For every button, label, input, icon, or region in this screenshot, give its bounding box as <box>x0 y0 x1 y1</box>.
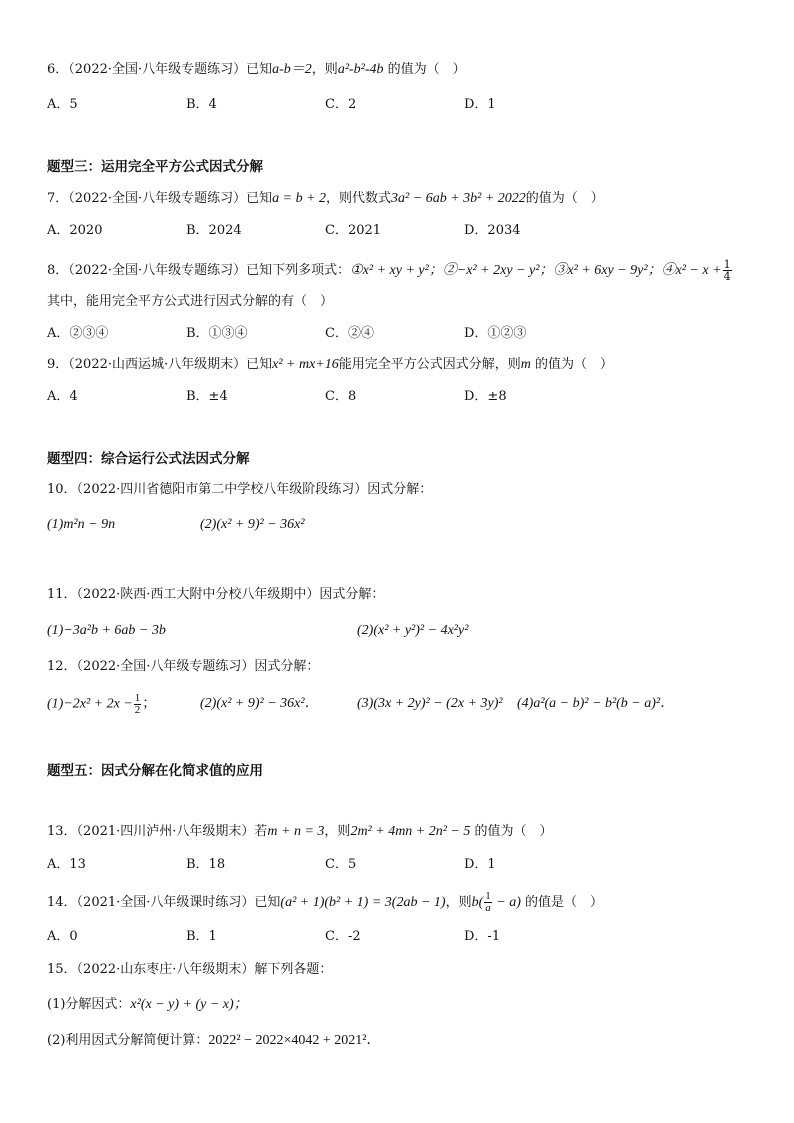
choice-d: D．①②③ <box>464 326 527 341</box>
choice-b: B．±4 <box>186 389 228 404</box>
punctuation: ； <box>142 696 157 712</box>
math-expression: ；④x² − x + <box>647 263 722 278</box>
math-expression: ；②−x² + 2xy − y² <box>428 263 540 278</box>
math-expression: a-b＝2 <box>272 62 312 77</box>
math-expression: ①x² + xy + y² <box>350 263 429 278</box>
question-text: 13．（2021·四川泸州·八年级期末）若 <box>47 824 268 839</box>
question-text: 的值为（ ） <box>383 62 466 77</box>
numerator: 1 <box>723 258 731 271</box>
math-variable: m <box>520 357 531 372</box>
sub-question-1: (1)m²n − 9n <box>47 517 116 532</box>
question-8-stem <box>47 259 733 282</box>
section-heading: 题型三：运用完全平方公式因式分解 <box>47 159 263 175</box>
math-expression: 2022² − 2022×4042 + 2021²． <box>208 1033 381 1048</box>
sub-question-1: (1)−3a²b + 6ab − 3b <box>47 623 166 638</box>
question-text: 能用完全平方公式因式分解，则 <box>338 357 521 372</box>
math-expression: x² + mx+16 <box>272 357 339 372</box>
sub-question-1 <box>47 693 156 716</box>
choice-c: C．2021 <box>325 223 382 238</box>
math-expression: ；③x² + 6xy − 9y² <box>539 263 648 278</box>
choice-c: C．8 <box>325 389 357 404</box>
section-heading: 题型四：综合运行公式法因式分解 <box>47 451 250 467</box>
question-11-stem: 11．（2022·陕西·西工大附中分校八年级期中）因式分解： <box>47 587 385 602</box>
math-expression: x²(x − y) + (y − x)； <box>130 997 248 1012</box>
question-8-line2: 其中，能用完全平方公式进行因式分解的有（ ） <box>47 294 334 309</box>
question-12-stem: 12．（2022·全国·八年级专题练习）因式分解： <box>47 659 320 674</box>
question-text: ，则 <box>445 895 472 910</box>
choice-a: A．5 <box>47 97 78 112</box>
question-text: 的值为（ ） <box>530 357 614 372</box>
question-15-stem: 15．（2022·山东枣庄·八年级期末）解下列各题： <box>47 962 333 977</box>
section-heading: 题型五：因式分解在化简求值的应用 <box>47 763 263 779</box>
math-expression: a²-b²-4b <box>337 62 384 77</box>
question-text: 的值为（ ） <box>525 191 604 206</box>
question-text: 的值为（ ） <box>470 824 553 839</box>
question-text: 14．（2021·全国·八年级课时练习）已知 <box>47 895 281 910</box>
question-text: ，则 <box>311 62 338 77</box>
math-expression: a = b + 2 <box>272 191 327 206</box>
math-expression: (a² + 1)(b² + 1) = 3(2ab − 1) <box>280 895 446 910</box>
question-text: (2)利用因式分解简便计算： <box>47 1033 209 1048</box>
question-text: ，则代数式 <box>326 191 392 206</box>
sub-question-2: (2)(x² + 9)² − 36x² <box>200 517 305 532</box>
math-expression: 2m² + 4mn + 2n² − 5 <box>350 824 471 839</box>
denominator: 4 <box>723 270 731 283</box>
choice-a: A．4 <box>47 389 78 404</box>
numerator: 1 <box>485 890 491 902</box>
math-expression: b( <box>471 895 484 910</box>
denominator: a <box>485 902 491 914</box>
question-text: ，则 <box>324 824 351 839</box>
sub-question-2 <box>47 1032 381 1050</box>
fraction <box>484 891 492 914</box>
question-text: 9．（2022·山西运城·八年级期末）已知 <box>47 357 273 372</box>
question-text: 8．（2022·全国·八年级专题练习）已知下列多项式： <box>47 263 351 278</box>
numerator: 1 <box>134 692 141 704</box>
choice-a: A．0 <box>47 929 78 944</box>
choice-b: B．2024 <box>186 223 242 238</box>
choice-d: D．1 <box>464 857 496 872</box>
choice-d: D．2034 <box>464 223 521 238</box>
math-expression: (1)−2x² + 2x − <box>47 696 133 712</box>
denominator: 2 <box>134 704 141 716</box>
choice-a: A．2020 <box>47 223 103 238</box>
math-expression: 3a² − 6ab + 3b² + 2022 <box>391 191 526 206</box>
choice-a: A．13 <box>47 857 86 872</box>
sub-question-1 <box>47 996 248 1014</box>
math-expression: m + n = 3 <box>267 824 325 839</box>
fraction <box>134 693 142 716</box>
choice-d: D．±8 <box>464 389 507 404</box>
question-text: 7．（2022·全国·八年级专题练习）已知 <box>47 191 273 206</box>
sub-question-4: (4)a²(a − b)² − b²(b − a)²． <box>517 696 675 711</box>
choice-b: B．①③④ <box>186 326 248 341</box>
question-text: (1)分解因式： <box>47 997 131 1012</box>
question-14-stem <box>47 891 603 914</box>
choice-b: B．18 <box>186 857 226 872</box>
choice-c: C．5 <box>325 857 357 872</box>
question-text: 的值是（ ） <box>520 895 603 910</box>
choice-c: C．2 <box>325 97 357 112</box>
fraction <box>723 259 732 282</box>
choice-c: C．-2 <box>325 929 361 944</box>
choice-a: A．②③④ <box>47 326 109 341</box>
math-expression: − a) <box>492 895 521 910</box>
choice-b: B．4 <box>186 97 217 112</box>
choice-d: D．-1 <box>464 929 501 944</box>
question-7-stem <box>47 190 604 208</box>
question-13-stem <box>47 823 553 841</box>
sub-question-2: (2)(x² + y²)² − 4x²y² <box>357 623 469 638</box>
sub-question-2: (2)(x² + 9)² − 36x²． <box>200 696 319 711</box>
choice-b: B．1 <box>186 929 217 944</box>
question-text: 6．（2022·全国·八年级专题练习）已知 <box>47 62 273 77</box>
question-6-stem <box>47 61 466 79</box>
choice-c: C．②④ <box>325 326 374 341</box>
sub-question-3: (3)(3x + 2y)² − (2x + 3y)² <box>357 696 503 711</box>
choice-d: D．1 <box>464 97 496 112</box>
question-10-stem: 10．（2022·四川省德阳市第二中学校八年级阶段练习）因式分解： <box>47 482 433 497</box>
question-9-stem <box>47 356 613 374</box>
